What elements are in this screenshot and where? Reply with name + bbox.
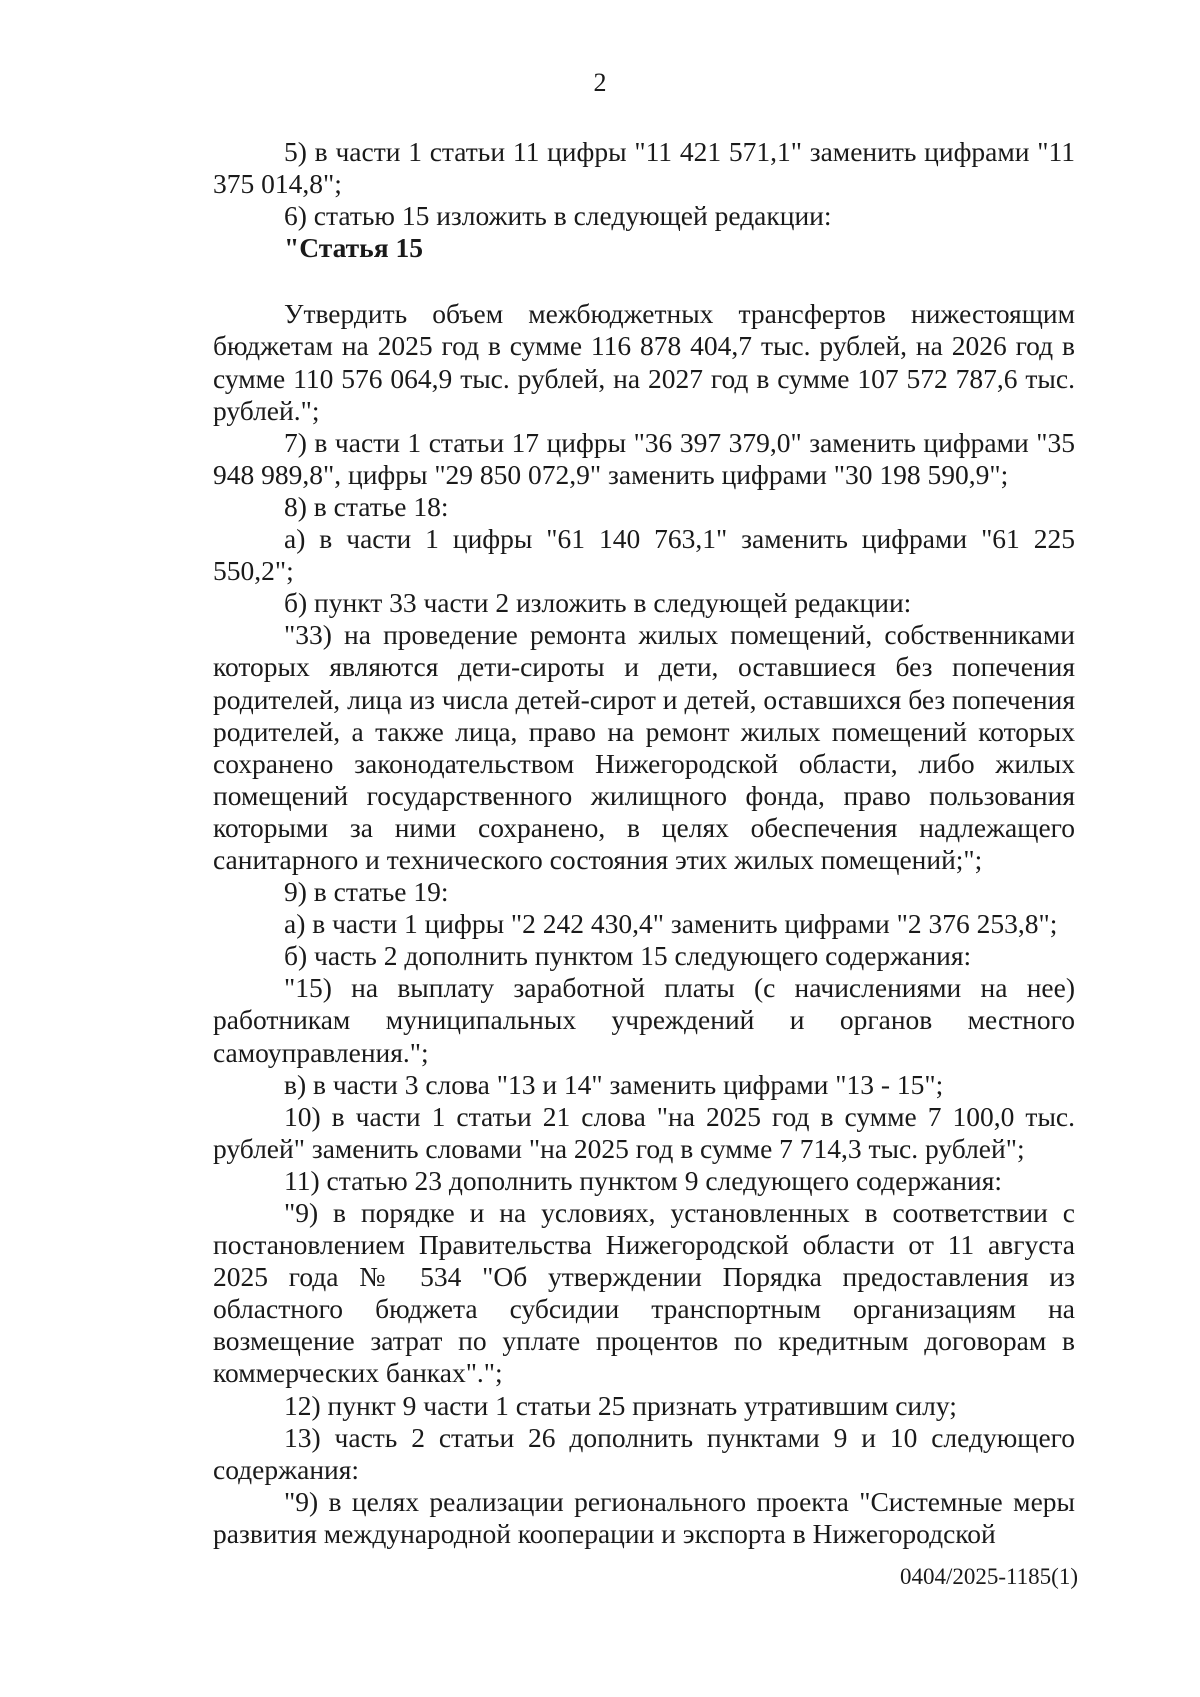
subparagraph-9c: в) в части 3 слова "13 и 14" заменить цифрами "13 - 15"; <box>284 1068 944 1100</box>
paragraph-item-10: 10) в части 1 статьи 21 слова "на 2025 год в сумме 7 100,0 тыс. рублей" заменить словами "на 2025 год в сумме 7 714,3 тыс. рублей"; <box>213 1100 1075 1164</box>
subparagraph-8b: б) пункт 33 части 2 изложить в следующей редакции: <box>284 587 912 619</box>
paragraph-item-8: 8) в статье 18: <box>284 490 449 522</box>
subparagraph-9b: б) часть 2 дополнить пунктом 15 следующего содержания: <box>284 940 972 972</box>
point-9-article-23-text: "9) в порядке и на условиях, установленных в соответствии с постановлением Правительства Нижегородской области от 11 августа 2025 года № 534 "Об утверждении Порядка предоставления из областного бюджета субсидии транспортным организациям на возмещение затрат по уплате процентов по кредитным договорам в коммерческих банках"."; <box>213 1197 1075 1389</box>
paragraph-item-11: 11) статью 23 дополнить пунктом 9 следующего содержания: <box>284 1164 1003 1196</box>
heading-spacer <box>213 264 1075 298</box>
paragraph-item-6: 6) статью 15 изложить в следующей редакции: <box>284 200 832 232</box>
point-15-text: "15) на выплату заработной платы (с начислениями на нее) работникам муниципальных учреждений и органов местного самоуправления."; <box>213 972 1075 1068</box>
paragraph-item-7: 7) в части 1 статьи 17 цифры "36 397 379,0" заменить цифрами "35 948 989,8", цифры "29 850 072,9" заменить цифрами "30 198 590,9"; <box>213 426 1075 490</box>
paragraph-item-12: 12) пункт 9 части 1 статьи 25 признать утратившим силу; <box>284 1389 957 1421</box>
subparagraph-8a: а) в части 1 цифры "61 140 763,1" заменить цифрами "61 225 550,2"; <box>213 523 1075 587</box>
paragraph-item-13: 13) часть 2 статьи 26 дополнить пунктами 9 и 10 следующего содержания: <box>213 1421 1075 1485</box>
article-15-text: Утвердить объем межбюджетных трансфертов нижестоящим бюджетам на 2025 год в сумме 116 878 404,7 тыс. рублей, на 2026 год в сумме 110 576 064,9 тыс. рублей, на 2027 год в сумме 107 572 787,6 тыс. рублей."; <box>213 298 1075 426</box>
paragraph-item-5: 5) в части 1 статьи 11 цифры "11 421 571,1" заменить цифрами "11 375 014,8"; <box>213 136 1075 200</box>
paragraph-item-9: 9) в статье 19: <box>284 876 449 908</box>
point-9-article-26-text: "9) в целях реализации регионального проекта "Системные меры развития международной кооперации и экспорта в Нижегородской <box>213 1485 1075 1549</box>
subparagraph-9a: а) в части 1 цифры "2 242 430,4" заменить цифрами "2 376 253,8"; <box>284 908 1058 940</box>
document-body <box>213 136 1075 1550</box>
point-33-text: "33) на проведение ремонта жилых помещений, собственниками которых являются дети-сироты и дети, оставшиеся без попечения родителей, лица из числа детей-сирот и детей, оставшихся без попечения родителей, а также лица, право на ремонт жилых помещений которых сохранено законодательством Нижегородской области, либо жилых помещений государственного жилищного фонда, право пользования которыми за ними сохранено, в целях обеспечения надлежащего санитарного и технического состояния этих жилых помещений;"; <box>213 619 1075 875</box>
document-code: 0404/2025-1185(1) <box>899 1564 1078 1589</box>
page-number: 2 <box>593 68 607 97</box>
article-heading: "Статья 15 <box>284 232 423 264</box>
